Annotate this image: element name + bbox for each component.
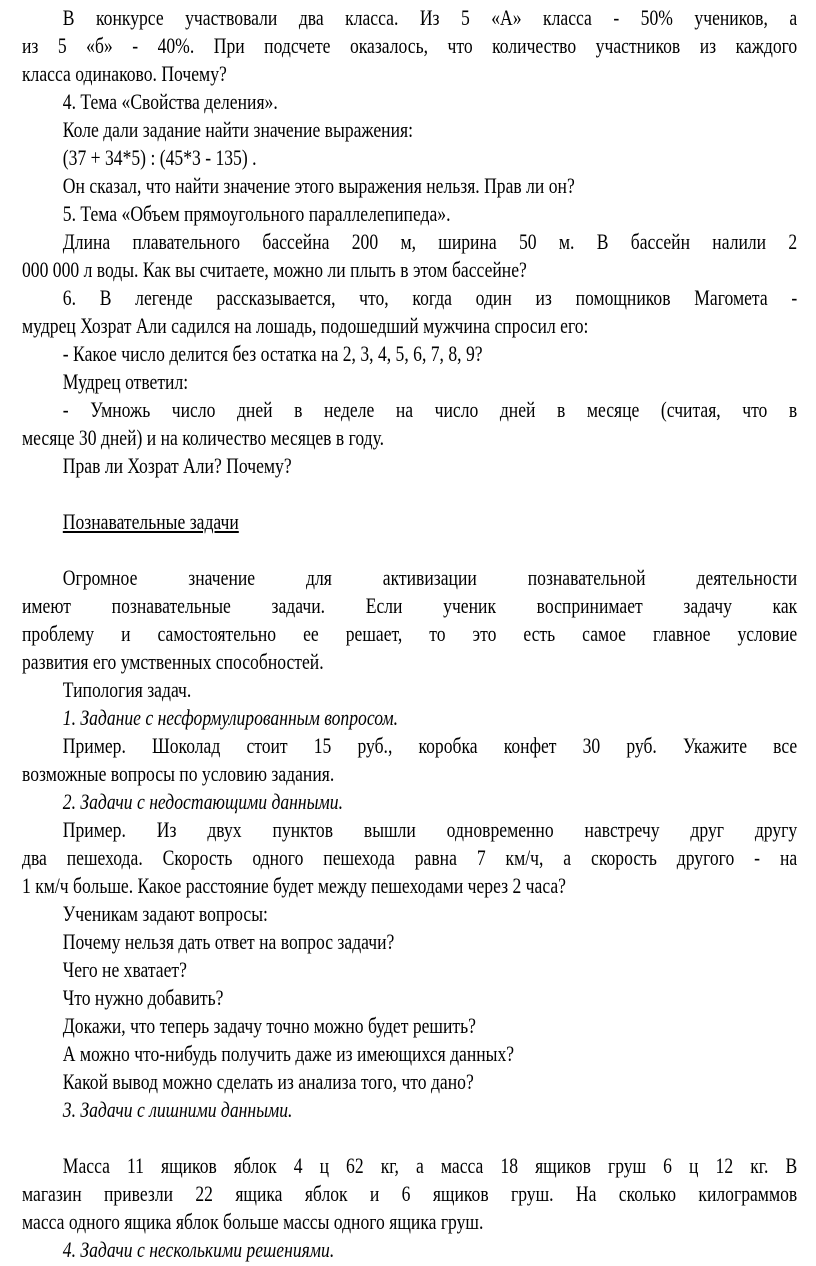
expression-line: (37 + 34*5) : (45*3 - 135) . [62,145,257,170]
paragraph-line: магазин привезли 22 ящика яблок и 6 ящиков груш. На сколько килограммов [22,1181,798,1206]
paragraph-line: 000 000 л воды. Как вы считаете, можно ли плыть в этом бассейне? [22,257,527,282]
paragraph-line: Огромное значение для активизации познавательной деятельности [62,565,798,590]
paragraph-line: Ученикам задают вопросы: [62,901,268,926]
paragraph-line: Пример. Шоколад стоит 15 руб., коробка конфет 30 руб. Укажите все [62,733,798,758]
paragraph-line: имеют познавательные задачи. Если ученик воспринимает задачу как [22,593,798,618]
paragraph-line: два пешехода. Скорость одного пешехода равна 7 км/ч, а скорость другого - на [22,845,798,870]
question-line: Докажи, что теперь задачу точно можно будет решить? [62,1013,476,1038]
paragraph-line: масса одного ящика яблок больше массы одного ящика груш. [22,1209,484,1234]
paragraph-line: из 5 «б» - 40%. При подсчете оказалось, что количество участников из каждого [22,33,798,58]
task-type-heading: 1. Задание с несформулированным вопросом. [62,705,398,730]
paragraph-line: Типология задач. [62,677,192,702]
paragraph-line: 1 км/ч больше. Какое расстояние будет между пешеходами через 2 часа? [22,873,566,898]
task-type-heading: 3. Задачи с лишними данными. [62,1097,293,1122]
topic-heading: 4. Тема «Свойства деления». [62,89,278,114]
blank-line [22,1124,797,1152]
section-heading-text: Познавательные задачи [62,509,239,534]
paragraph-line: Мудрец ответил: [62,369,189,394]
paragraph-line: Масса 11 ящиков яблок 4 ц 62 кг, а масса 18 ящиков груш 6 ц 12 кг. В [62,1153,798,1178]
paragraph-line: Он сказал, что найти значение этого выражения нельзя. Прав ли он? [62,173,575,198]
paragraph-line: 6. В легенде рассказывается, что, когда один из помощников Магомета - [62,285,798,310]
task-type-heading: 4. Задачи с несколькими решениями. [62,1237,335,1262]
paragraph-line: - Умножь число дней в неделе на число дней в месяце (считая, что в [62,397,798,422]
question-line: Что нужно добавить? [62,985,224,1010]
paragraph-line: Пример. Из двух пунктов вышли одновременно навстречу друг другу [62,817,798,842]
paragraph-line: В конкурсе участвовали два класса. Из 5 «А» класса - 50% учеников, а [62,5,798,30]
question-line: Почему нельзя дать ответ на вопрос задачи? [62,929,395,954]
paragraph-line: - Какое число делится без остатка на 2, 3, 4, 5, 6, 7, 8, 9? [62,341,483,366]
paragraph-line: проблему и самостоятельно ее решает, то это есть самое главное условие [22,621,798,646]
paragraph-line: Прав ли Хозрат Али? Почему? [62,453,292,478]
paragraph-line: Коле дали задание найти значение выражения: [62,117,413,142]
paragraph-line: месяце 30 дней) и на количество месяцев в году. [22,425,385,450]
question-line: Какой вывод можно сделать из анализа того, что дано? [62,1069,474,1094]
question-line: Чего не хватает? [62,957,187,982]
paragraph-line: Длина плавательного бассейна 200 м, ширина 50 м. В бассейн налили 2 [62,229,798,254]
document-page [22,4,797,1264]
paragraph-line: мудрец Хозрат Али садился на лошадь, подошедший мужчина спросил его: [22,313,589,338]
paragraph-line: возможные вопросы по условию задания. [22,761,335,786]
paragraph-line: развития его умственных способностей. [22,649,324,674]
paragraph-line: класса одинаково. Почему? [22,61,227,86]
section-heading [22,508,797,536]
topic-heading: 5. Тема «Объем прямоугольного параллелепипеда». [62,201,451,226]
blank-line [22,536,797,564]
task-type-heading: 2. Задачи с недостающими данными. [62,789,343,814]
question-line: А можно что-нибудь получить даже из имеющихся данных? [62,1041,515,1066]
blank-line [22,480,797,508]
